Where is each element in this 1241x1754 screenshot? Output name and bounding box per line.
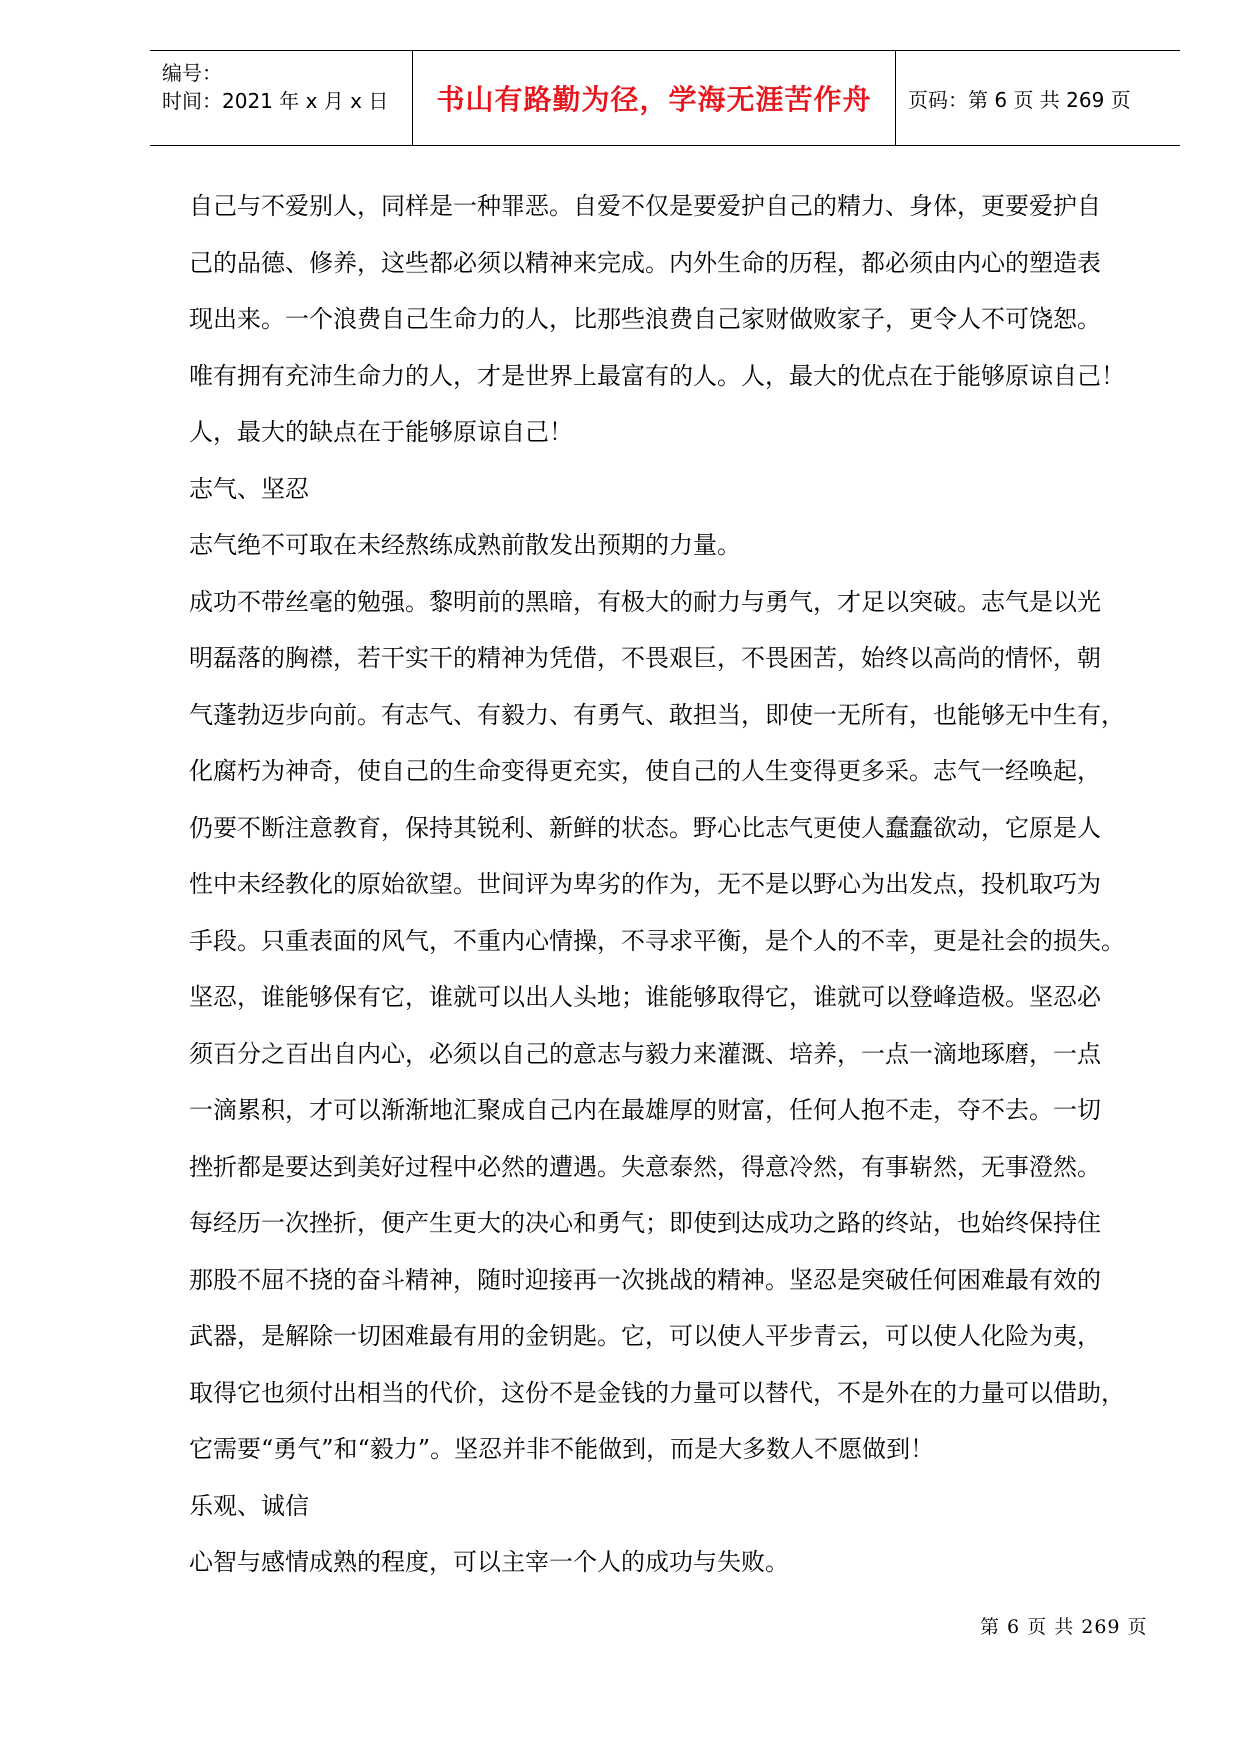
text-line: 仍要不断注意教育，保持其锐利、新鲜的状态。野心比志气更使人蠢蠢欲动，它原是人: [189, 813, 1101, 842]
text-line: 己的品德、修养，这些都必须以精神来完成。内外生命的历程，都必须由内心的塑造表: [189, 248, 1101, 277]
document-time-label: 时间：2021 年 x 月 x 日: [162, 89, 389, 113]
page-header: [150, 50, 1180, 146]
section-heading: 志气、坚忍: [189, 474, 309, 503]
text-line: 唯有拥有充沛生命力的人，才是世界上最富有的人。人，最大的优点在于能够原谅自己！: [189, 361, 1125, 390]
document-number-label: 编号：: [162, 61, 222, 85]
text-line: 须百分之百出自内心，必须以自己的意志与毅力来灌溉、培养，一点一滴地琢磨，一点: [189, 1039, 1101, 1068]
text-line: 志气绝不可取在未经熬练成熟前散发出预期的力量。: [189, 531, 741, 559]
text-line: 每经历一次挫折，便产生更大的决心和勇气；即使到达成功之路的终站，也始终保持住: [189, 1209, 1101, 1237]
text-line: 成功不带丝毫的勉强。黎明前的黑暗，有极大的耐力与勇气，才足以突破。志气是以光: [189, 587, 1101, 616]
text-line: 武器，是解除一切困难最有用的金钥匙。它，可以使人平步青云，可以使人化险为夷，: [189, 1322, 1101, 1350]
text-line: 手段。只重表面的风气，不重内心情操，不寻求平衡，是个人的不幸，更是社会的损失。: [189, 926, 1125, 955]
text-line: 一滴累积，才可以渐渐地汇聚成自己内在最雄厚的财富，任何人抱不走，夺不去。一切: [189, 1096, 1101, 1124]
text-line: 挫折都是要达到美好过程中必然的遭遇。失意泰然，得意冷然，有事崭然，无事澄然。: [189, 1152, 1101, 1181]
header-motto: 书山有路勤为径，学海无涯苦作舟: [436, 83, 872, 116]
header-meta: [150, 51, 412, 145]
text-line: 现出来。一个浪费自己生命力的人，比那些浪费自己家财做败家子，更令人不可饶恕。: [189, 305, 1101, 333]
text-line: 取得它也须付出相当的代价，这份不是金钱的力量可以替代，不是外在的力量可以借助，: [189, 1378, 1125, 1407]
text-line: 它需要“勇气”和“毅力”。坚忍并非不能做到，而是大多数人不愿做到！: [189, 1435, 935, 1463]
text-line: 坚忍，谁能够保有它，谁就可以出人头地；谁能够取得它，谁就可以登峰造极。坚忍必: [189, 983, 1101, 1011]
text-line: 人，最大的缺点在于能够原谅自己！: [189, 418, 573, 446]
text-line: 化腐朽为神奇，使自己的生命变得更充实，使自己的人生变得更多采。志气一经唤起，: [189, 757, 1101, 785]
header-page-cell: [896, 51, 1180, 145]
text-line: 自己与不爱别人，同样是一种罪恶。自爱不仅是要爱护自己的精力、身体，更要爱护自: [189, 192, 1101, 220]
text-line: 气蓬勃迈步向前。有志气、有毅力、有勇气、敢担当，即使一无所有，也能够无中生有，: [189, 700, 1125, 729]
section-heading: 乐观、诚信: [189, 1491, 309, 1520]
header-motto-cell: [412, 51, 896, 145]
text-line: 那股不屈不挠的奋斗精神，随时迎接再一次挑战的精神。坚忍是突破任何困难最有效的: [189, 1265, 1101, 1294]
document-body: [189, 178, 1174, 1591]
text-line: 心智与感情成熟的程度，可以主宰一个人的成功与失败。: [189, 1548, 789, 1576]
text-line: 明磊落的胸襟，若干实干的精神为凭借，不畏艰巨，不畏困苦，始终以高尚的情怀，朝: [189, 644, 1101, 672]
text-line: 性中未经教化的原始欲望。世间评为卑劣的作为，无不是以野心为出发点，投机取巧为: [189, 870, 1101, 898]
header-page-number: 页码：第 6 页 共 269 页: [908, 87, 1131, 112]
page-footer: 第 6 页 共 269 页: [980, 1616, 1148, 1638]
